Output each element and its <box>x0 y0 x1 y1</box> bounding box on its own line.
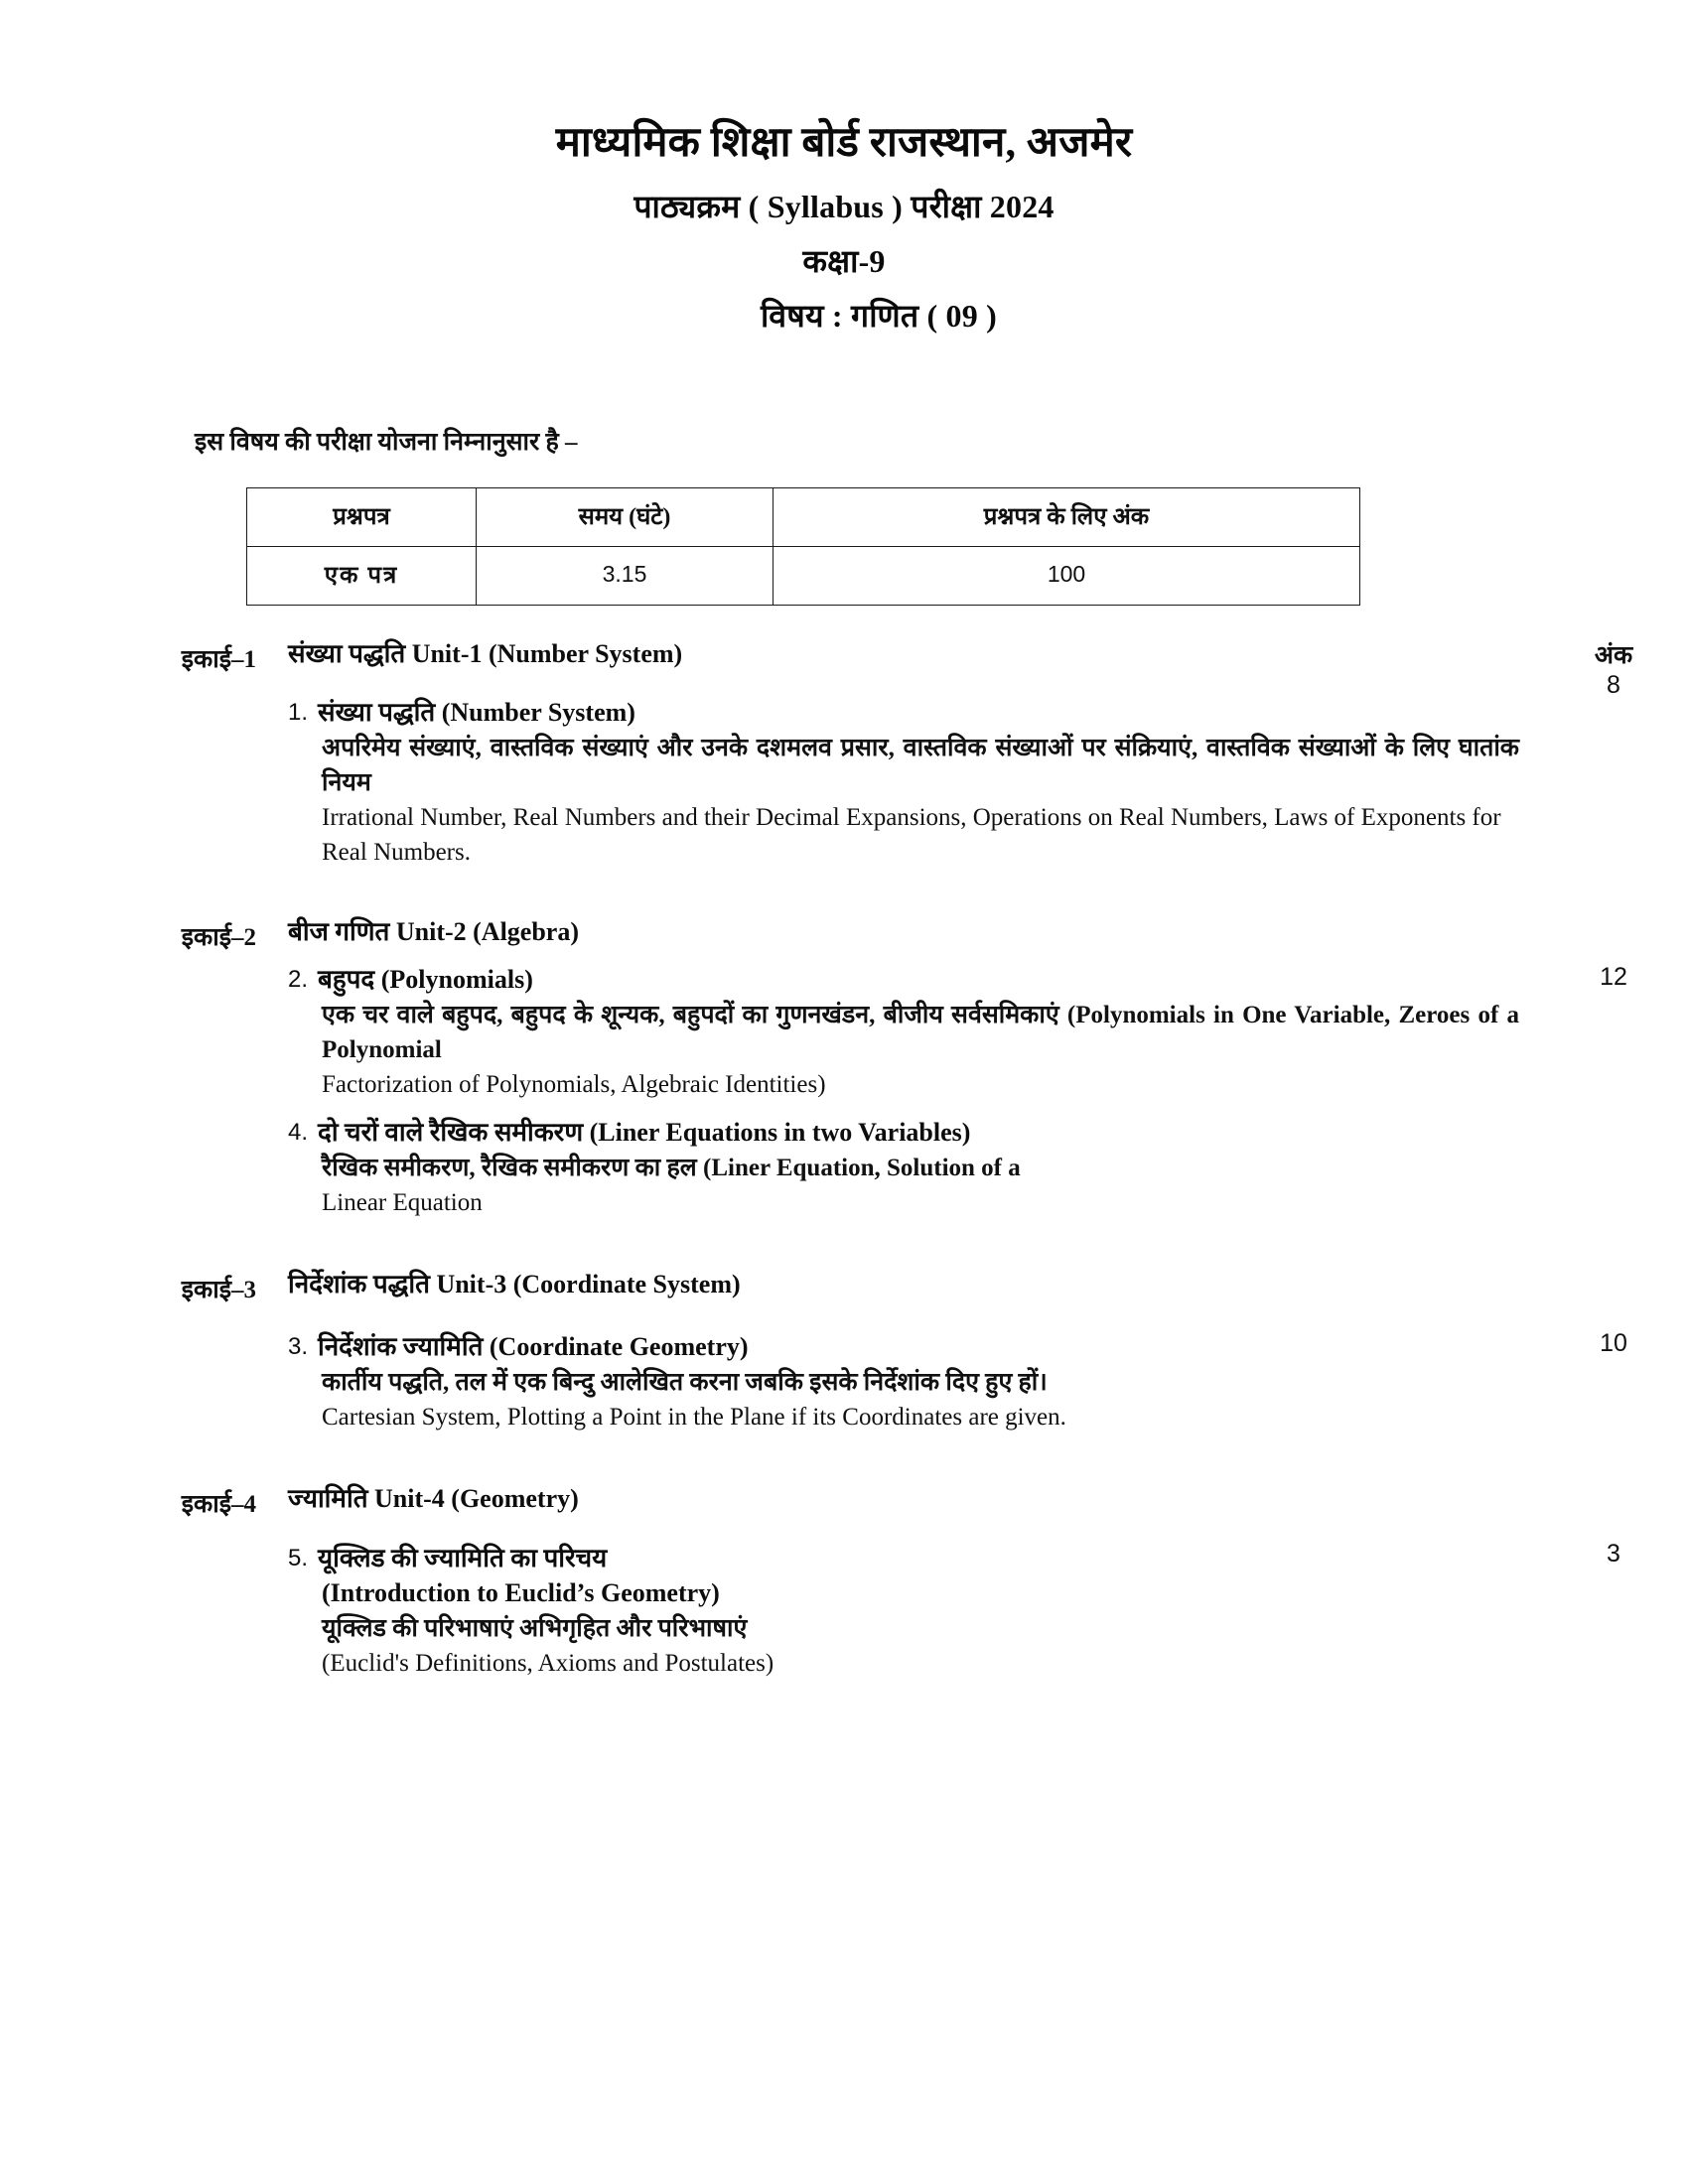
exam-plan-table-wrapper <box>246 487 1688 606</box>
marks-heading: अंक <box>1594 641 1633 669</box>
subject-title: विषय : गणित ( 09 ) <box>761 297 997 334</box>
marks-column-4 <box>1539 1540 1688 1569</box>
topic-item <box>288 1116 1519 1220</box>
topic-number: 3. <box>288 1333 309 1361</box>
topic-head-row <box>288 1330 1519 1365</box>
topic-description-hindi: यूक्लिड की परिभाषाएं अभिगृहित और परिभाषाएं <box>322 1614 748 1642</box>
topic-title: बहुपद (Polynomials) <box>318 965 533 995</box>
topic-number: 2. <box>288 966 309 994</box>
topic-description-hindi: कार्तीय पद्धति, तल में एक बिन्दु आलेखित करना जबकि इसके निर्देशांक दिए हुए हों। <box>322 1369 1048 1397</box>
topic-head-row <box>288 963 1519 998</box>
exam-plan-table <box>246 487 1360 606</box>
class-title: कक्षा-9 <box>802 242 886 279</box>
marks-column-2 <box>1539 963 1688 992</box>
unit-marks-4: 3 <box>1607 1540 1620 1569</box>
unit-marks-2: 12 <box>1600 963 1627 992</box>
topic-description <box>322 998 1519 1102</box>
unit-body-3 <box>288 1268 1688 1441</box>
unit-title-3: निर्देशांक पद्धति Unit-3 (Coordinate System) <box>288 1269 741 1298</box>
table-cell-marks: 100 <box>774 546 1360 605</box>
topic-description-english: (Euclid's Definitions, Axioms and Postulates) <box>322 1649 774 1677</box>
topic-description-hindi: रैखिक समीकरण, रैखिक समीकरण का हल (Liner Equation, Solution of a <box>322 1154 1021 1181</box>
topic-head-row <box>288 696 1519 731</box>
exam-plan-intro: इस विषय की परीक्षा योजना निम्नानुसार है – <box>195 428 578 456</box>
unit-label-3: इकाई–3 <box>181 1276 256 1303</box>
topic-number: 4. <box>288 1118 309 1146</box>
unit-label-1: इकाई–1 <box>181 645 256 673</box>
unit-marks-3: 10 <box>1600 1328 1627 1357</box>
board-title: माध्यमिक शिक्षा बोर्ड राजस्थान, अजमेर <box>555 120 1133 166</box>
topic-description-hindi: अपरिमेय संख्याएं, वास्तविक संख्याएं और उनके दशमलव प्रसार, वास्तविक संख्याओं पर संक्रियाएं, वास्तविक संख्याओं के लिए घातांक नियम <box>322 735 1519 797</box>
topic-number: 5. <box>288 1545 309 1572</box>
table-cell-paper: एक पत्र <box>247 546 477 605</box>
topic-description <box>322 731 1519 870</box>
unit-block-3 <box>0 1268 1688 1441</box>
document-header <box>0 0 1688 337</box>
topic-head-row <box>288 1116 1519 1151</box>
topic-head-row <box>288 1542 1519 1576</box>
topic-description-hindi: एक चर वाले बहुपद, बहुपद के शून्यक, बहुपदों का गुणनखंडन, बीजीय सर्वसमिकाएं (Polynomials in One Variable, Zeroes of a Polynomial <box>322 1001 1519 1063</box>
unit-block-1 <box>0 637 1688 877</box>
topic-description <box>322 1611 1519 1681</box>
unit-title-4: ज्यामिति Unit-4 (Geometry) <box>288 1484 579 1514</box>
topic-title-english: (Introduction to Euclid’s Geometry) <box>322 1577 720 1607</box>
unit-body-4 <box>288 1482 1688 1686</box>
topic-description-english: Cartesian System, Plotting a Point in the Plane if its Coordinates are given. <box>322 1404 1066 1432</box>
topic-title: संख्या पद्धति (Number System) <box>318 698 635 728</box>
marks-column-1 <box>1539 637 1688 700</box>
topic-item <box>288 963 1519 1102</box>
topic-description <box>322 1151 1519 1220</box>
unit-marks-1: 8 <box>1607 670 1620 699</box>
unit-body-2 <box>288 915 1688 1225</box>
unit-label-2: इकाई–2 <box>181 924 256 952</box>
table-header-marks: प्रश्नपत्र के लिए अंक <box>774 487 1360 546</box>
topic-item <box>288 1330 1519 1434</box>
table-header-time: समय (घंटे) <box>477 487 774 546</box>
units-list <box>0 637 1688 1687</box>
unit-block-2 <box>0 915 1688 1225</box>
marks-column-3 <box>1539 1329 1688 1358</box>
table-row <box>247 546 1360 605</box>
topic-title: निर्देशांक ज्यामिति (Coordinate Geometry) <box>318 1332 749 1362</box>
table-header-paper: प्रश्नपत्र <box>247 487 477 546</box>
topic-description <box>322 1365 1519 1434</box>
unit-title-1: संख्या पद्धति Unit-1 (Number System) <box>288 638 683 668</box>
syllabus-year-title: पाठ्यक्रम ( Syllabus ) परीक्षा 2024 <box>633 188 1055 224</box>
table-cell-time: 3.15 <box>477 546 774 605</box>
unit-block-4 <box>0 1482 1688 1686</box>
unit-body-1 <box>288 637 1688 877</box>
topic-number: 1. <box>288 699 309 727</box>
table-header-row <box>247 487 1360 546</box>
topic-title: दो चरों वाले रैखिक समीकरण (Liner Equations in two Variables) <box>318 1117 971 1147</box>
topic-description-english: Factorization of Polynomials, Algebraic Identities) <box>322 1070 826 1098</box>
topic-description-english: Linear Equation <box>322 1188 483 1216</box>
topic-item <box>288 696 1519 870</box>
topic-description-english: Irrational Number, Real Numbers and their Decimal Expansions, Operations on Real Numbers, Laws of Exponents for Real Numbers. <box>322 804 1501 867</box>
topic-item <box>288 1542 1519 1681</box>
topic-title: यूक्लिड की ज्यामिति का परिचय <box>318 1544 608 1573</box>
unit-label-4: इकाई–4 <box>181 1491 256 1519</box>
unit-title-2: बीज गणित Unit-2 (Algebra) <box>288 917 579 947</box>
